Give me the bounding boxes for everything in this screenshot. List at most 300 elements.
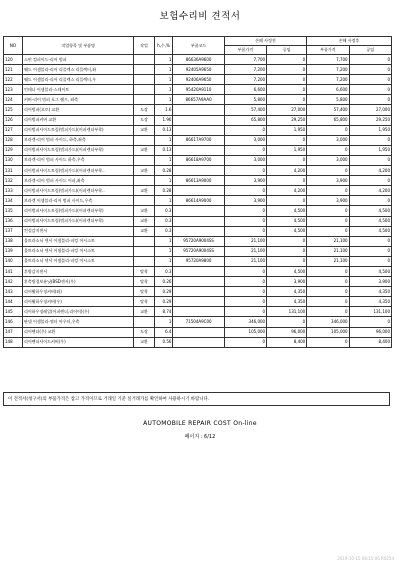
footer-brand: AUTOMOBILE REPAIR COST On-line — [143, 420, 257, 427]
row-no: 141 — [4, 266, 23, 276]
row-item-name: 리어휠하우징커버(우) — [22, 297, 133, 307]
row-before-part-price: 0 — [224, 266, 266, 276]
table-row — [4, 105, 392, 115]
row-after-part-price: 0 — [307, 145, 349, 155]
row-qty: 0.3 — [154, 226, 173, 236]
row-before-labor: 0 — [267, 317, 307, 327]
row-before-part-price: 3,900 — [224, 176, 266, 186]
row-part-code — [173, 216, 224, 226]
row-qty: 0.29 — [154, 297, 173, 307]
price-notice: 이 견적서(청구서)의 부품가격은 참고 가격이므로 거래일 기준 실거래가를 확인하여 사용하시기 바랍니다. — [3, 392, 390, 406]
row-before-labor: 0 — [267, 196, 307, 206]
row-after-part-price: 3,900 — [307, 176, 349, 186]
header-item-name: 작업항목 및 부품명 — [22, 37, 133, 55]
row-no: 138 — [4, 236, 23, 246]
header-after-assessment: 손해 사정후 — [307, 37, 392, 46]
table-row — [4, 206, 392, 216]
table-row — [4, 155, 392, 165]
row-part-code: 86617A9700 — [173, 135, 224, 145]
row-part-code: 95720A9004SS — [173, 246, 224, 256]
table-row — [4, 125, 392, 135]
row-before-part-price: 105,000 — [224, 327, 266, 337]
row-after-labor: 0 — [349, 176, 391, 186]
row-part-code — [173, 105, 224, 115]
row-part-code: 86613A9000 — [173, 176, 224, 186]
row-before-part-price: 346,000 — [224, 317, 266, 327]
row-after-part-price: 0 — [307, 287, 349, 297]
row-after-labor: 8,400 — [349, 337, 391, 347]
row-before-part-price: 0 — [224, 287, 266, 297]
row-after-labor: 0 — [349, 155, 391, 165]
row-work — [134, 95, 154, 105]
row-no: 139 — [4, 246, 23, 256]
row-work — [134, 135, 154, 145]
row-after-labor: 0 — [349, 75, 391, 85]
row-after-labor: 4,200 — [349, 186, 391, 196]
row-part-code: 92406A9650 — [173, 75, 224, 85]
row-after-labor: 27,000 — [349, 105, 391, 115]
estimate-table — [3, 36, 392, 348]
row-before-part-price: 6,600 — [224, 85, 266, 95]
table-row — [4, 266, 392, 276]
row-after-part-price: 7,200 — [307, 75, 349, 85]
row-no: 123 — [4, 85, 23, 95]
row-item-name: 리어펜더(우) 교환 — [22, 327, 133, 337]
row-qty: 0.28 — [154, 186, 173, 196]
row-after-part-price: 6,600 — [307, 85, 349, 95]
row-part-code: 86636A9600 — [173, 55, 224, 65]
row-no: 128 — [4, 135, 23, 145]
row-qty: 0.56 — [154, 337, 173, 347]
row-work: 도장 — [134, 105, 154, 115]
row-before-part-price: 0 — [224, 145, 266, 155]
page-indicator: 페이지 : 6/12 — [184, 434, 216, 440]
row-work — [134, 55, 154, 65]
row-before-labor: 4,200 — [267, 186, 307, 196]
row-after-labor: 4,500 — [349, 216, 391, 226]
row-before-labor: 0 — [267, 55, 307, 65]
row-part-code — [173, 226, 224, 236]
row-before-labor: 0 — [267, 95, 307, 105]
row-qty: 0.13 — [154, 125, 173, 135]
table-row — [4, 85, 392, 95]
row-before-labor: 0 — [267, 176, 307, 186]
row-after-labor: 0 — [349, 236, 391, 246]
row-before-part-price: 7,700 — [224, 55, 266, 65]
row-no: 127 — [4, 125, 23, 135]
row-no: 147 — [4, 327, 23, 337]
row-no: 133 — [4, 186, 23, 196]
row-before-labor: 1,950 — [267, 125, 307, 135]
table-row — [4, 287, 392, 297]
row-before-labor: 0 — [267, 65, 307, 75]
header-after-labor: 공임 — [349, 46, 391, 55]
row-before-labor: 3,900 — [267, 277, 307, 287]
row-after-part-price: 0 — [307, 297, 349, 307]
row-item-name: 언테나 어셈블리-스테이트 — [22, 85, 133, 95]
row-before-part-price: 0 — [224, 186, 266, 196]
row-before-part-price: 0 — [224, 277, 266, 287]
row-work — [134, 236, 154, 246]
row-part-code: 95420A9110 — [173, 85, 224, 95]
row-before-part-price: 0 — [224, 166, 266, 176]
row-before-labor: 0 — [267, 256, 307, 266]
row-qty: 1 — [154, 317, 173, 327]
row-item-name: 판넬 어셈블리-쿼터 아우터,우측 — [22, 317, 133, 327]
row-no: 137 — [4, 226, 23, 236]
row-qty: 1 — [154, 135, 173, 145]
row-no: 148 — [4, 337, 23, 347]
row-qty: 8.74 — [154, 307, 173, 317]
row-work — [134, 155, 154, 165]
table-row — [4, 216, 392, 226]
row-after-part-price: 21,100 — [307, 236, 349, 246]
row-before-labor: 0 — [267, 75, 307, 85]
table-row — [4, 95, 392, 105]
row-work: 교환 — [134, 307, 154, 317]
row-item-name: 리어범퍼(오토) 교환 — [22, 105, 133, 115]
row-item-name: 리어범퍼커버 교환 — [22, 115, 133, 125]
row-after-labor: 0 — [349, 95, 391, 105]
row-after-part-price: 0 — [307, 277, 349, 287]
row-work: 교환 — [134, 337, 154, 347]
row-after-part-price: 346,000 — [307, 317, 349, 327]
row-after-part-price: 0 — [307, 206, 349, 216]
row-after-labor: 0 — [349, 196, 391, 206]
row-qty: 0.3 — [154, 216, 173, 226]
row-before-part-price: 65,800 — [224, 115, 266, 125]
header-part-code: 부품코드 — [173, 37, 224, 55]
row-no: 145 — [4, 307, 23, 317]
table-row — [4, 55, 392, 65]
row-item-name: 리어하우징레일(어퍼렌더,리어어)(우) — [22, 307, 133, 317]
row-item-name: 브라켓-리어 범퍼 사이드, 하측,좌측 — [22, 135, 133, 145]
row-qty: 1 — [154, 155, 173, 165]
table-row — [4, 277, 392, 287]
row-item-name: 울트라소닉 센서 어셈블리-파킹 어시스트 — [22, 246, 133, 256]
header-before-part-price: 부품가격 — [224, 46, 266, 55]
row-no: 122 — [4, 75, 23, 85]
table-row — [4, 327, 392, 337]
row-after-labor: 0 — [349, 135, 391, 145]
row-after-labor: 0 — [349, 85, 391, 95]
row-qty: 1 — [154, 75, 173, 85]
table-row — [4, 317, 392, 327]
table-row — [4, 176, 392, 186]
row-no: 134 — [4, 196, 23, 206]
row-part-code: 86618A9700 — [173, 155, 224, 165]
row-item-name: 컨설감지센서 — [22, 226, 133, 236]
row-part-code — [173, 287, 224, 297]
row-item-name: 리어범퍼사이드트림(범퍼가드)(어퍼렌더부착) — [22, 216, 133, 226]
row-no: 140 — [4, 256, 23, 266]
row-part-code — [173, 297, 224, 307]
row-no: 124 — [4, 95, 23, 105]
row-item-name: 울트라소닉 센서 어셈블리-파킹 어시스트 — [22, 236, 133, 246]
row-before-part-price: 0 — [224, 125, 266, 135]
row-after-labor: 1,950 — [349, 145, 391, 155]
row-before-labor: 4,350 — [267, 297, 307, 307]
row-qty: 1.96 — [154, 115, 173, 125]
row-part-code — [173, 307, 224, 317]
row-part-code: 86614A9000 — [173, 196, 224, 206]
row-qty: 1 — [154, 246, 173, 256]
row-before-part-price: 0 — [224, 307, 266, 317]
row-after-labor: 4,350 — [349, 287, 391, 297]
row-item-name: 리어범퍼사이드트림(범퍼가드)(어퍼렌더부착.. — [22, 186, 133, 196]
row-after-part-price: 57,400 — [307, 105, 349, 115]
row-no: 135 — [4, 206, 23, 216]
row-item-name: 리어범퍼사이드트림(범퍼가드)(어퍼렌더부착) — [22, 206, 133, 216]
row-after-part-price: 65,800 — [307, 115, 349, 125]
row-before-labor: 27,000 — [267, 105, 307, 115]
row-before-part-price: 21,100 — [224, 256, 266, 266]
row-no: 131 — [4, 166, 23, 176]
row-no: 130 — [4, 155, 23, 165]
row-after-part-price: 7,200 — [307, 65, 349, 75]
row-before-labor: 0 — [267, 155, 307, 165]
row-qty: 1 — [154, 65, 173, 75]
row-qty: 6.4 — [154, 327, 173, 337]
header-after-part-price: 부품가격 — [307, 46, 349, 55]
row-item-name: 후방감지센서 — [22, 266, 133, 276]
row-work — [134, 256, 154, 266]
row-after-part-price: 0 — [307, 226, 349, 236]
row-work: 도장 — [134, 115, 154, 125]
table-row — [4, 307, 392, 317]
table-row — [4, 145, 392, 155]
row-work: 교환 — [134, 125, 154, 135]
row-before-part-price: 0 — [224, 206, 266, 216]
row-qty: 1 — [154, 176, 173, 186]
row-work — [134, 65, 154, 75]
row-work: 탈착 — [134, 297, 154, 307]
row-before-labor: 29,250 — [267, 115, 307, 125]
row-before-part-price: 5,800 — [224, 95, 266, 105]
row-before-part-price: 0 — [224, 297, 266, 307]
row-before-part-price: 3,000 — [224, 135, 266, 145]
document-title: 보험수리비 견적서 — [159, 11, 241, 22]
row-work — [134, 75, 154, 85]
row-item-name: 브라켓-리어 범퍼 사이드 어퍼,좌측 — [22, 176, 133, 186]
header-before-labor: 공임 — [267, 46, 307, 55]
row-after-part-price: 0 — [307, 166, 349, 176]
row-before-part-price: 57,400 — [224, 105, 266, 115]
row-before-part-price: 0 — [224, 337, 266, 347]
table-row — [4, 186, 392, 196]
row-work: 도장 — [134, 327, 154, 337]
row-qty: 0.29 — [154, 287, 173, 297]
row-before-labor: 0 — [267, 85, 307, 95]
row-item-name: 스펀 컴퍼이드-리어 범퍼 — [22, 55, 133, 65]
row-no: 120 — [4, 55, 23, 65]
row-before-labor: 4,350 — [267, 287, 307, 297]
row-after-part-price: 7,700 — [307, 55, 349, 65]
row-part-code — [173, 115, 224, 125]
row-no: 136 — [4, 216, 23, 226]
row-before-labor: 4,500 — [267, 226, 307, 236]
header-work: 작업 — [134, 37, 154, 55]
row-part-code: 95720A9004SS — [173, 236, 224, 246]
row-part-code: 86657A9AA0 — [173, 95, 224, 105]
row-item-name: 웨드 어셈블리-리어 리플렉스 리플렉터,좌 — [22, 65, 133, 75]
row-no: 146 — [4, 317, 23, 327]
row-after-labor: 4,500 — [349, 206, 391, 216]
row-before-labor: 4,500 — [267, 266, 307, 276]
print-timestamp: 2019-10-15 08:15:06 R0254 — [337, 556, 394, 561]
header-qty: h,수,% — [154, 37, 173, 55]
row-before-labor: 4,500 — [267, 206, 307, 216]
row-before-part-price: 7,200 — [224, 65, 266, 75]
table-row — [4, 135, 392, 145]
row-before-labor: 131,100 — [267, 307, 307, 317]
row-part-code — [173, 337, 224, 347]
row-work: 교환 — [134, 216, 154, 226]
table-row — [4, 236, 392, 246]
row-after-labor: 4,500 — [349, 266, 391, 276]
row-after-labor: 0 — [349, 246, 391, 256]
row-after-labor: 1,950 — [349, 125, 391, 135]
row-before-part-price: 21,100 — [224, 246, 266, 256]
row-before-labor: 0 — [267, 135, 307, 145]
row-before-labor: 0 — [267, 246, 307, 256]
row-before-part-price: 3,000 — [224, 155, 266, 165]
row-after-labor: 0 — [349, 55, 391, 65]
table-row — [4, 115, 392, 125]
row-no: 144 — [4, 297, 23, 307]
row-item-name: 후측방경보유닛(BSD센서(우) — [22, 277, 133, 287]
row-part-code — [173, 186, 224, 196]
row-part-code: 95720A9800 — [173, 256, 224, 266]
row-after-labor: 0 — [349, 317, 391, 327]
table-row — [4, 65, 392, 75]
row-item-name: 리어휠하우징커버(좌) — [22, 287, 133, 297]
row-part-code — [173, 206, 224, 216]
row-work — [134, 196, 154, 206]
row-after-part-price: 3,900 — [307, 196, 349, 206]
row-work: 교환 — [134, 186, 154, 196]
row-item-name: 울트라소닉 센서 어셈블리-파킹 어시스트 — [22, 256, 133, 266]
row-no: 132 — [4, 176, 23, 186]
row-after-part-price: 0 — [307, 307, 349, 317]
row-item-name: 브라켓-리어 범퍼 사이드 하측,우측 — [22, 155, 133, 165]
row-part-code — [173, 277, 224, 287]
row-after-labor: 3,900 — [349, 277, 391, 287]
row-before-labor: 8,400 — [267, 337, 307, 347]
row-item-name: 리어범퍼사이드트림(범퍼가드)(어퍼렌더부착) — [22, 145, 133, 155]
row-qty: 1 — [154, 196, 173, 206]
row-qty: 1 — [154, 236, 173, 246]
row-qty: 1 — [154, 95, 173, 105]
row-before-part-price: 0 — [224, 226, 266, 236]
table-row — [4, 226, 392, 236]
row-no: 126 — [4, 115, 23, 125]
row-after-part-price: 21,100 — [307, 256, 349, 266]
header-before-assessment: 손해 사정전 — [224, 37, 306, 46]
row-qty: 1.6 — [154, 105, 173, 115]
row-before-part-price: 21,100 — [224, 236, 266, 246]
row-qty: 0.26 — [154, 277, 173, 287]
row-work — [134, 246, 154, 256]
row-item-name: 리어범퍼사이드트림(범퍼가드)(어퍼렌더부착) — [22, 125, 133, 135]
row-item-name: 리어범퍼사이드트림(범퍼가드)(어퍼렌더부착.. — [22, 166, 133, 176]
row-qty: 0.28 — [154, 166, 173, 176]
row-item-name: 커버-리어 범퍼 포그 램프, 좌측 — [22, 95, 133, 105]
row-after-labor: 96,000 — [349, 327, 391, 337]
row-part-code — [173, 327, 224, 337]
row-no: 143 — [4, 287, 23, 297]
table-row — [4, 256, 392, 266]
row-qty: 1 — [154, 55, 173, 65]
row-work: 탈착 — [134, 266, 154, 276]
row-item-name: 리어펜더사이드커버(우) — [22, 337, 133, 347]
row-after-part-price: 0 — [307, 337, 349, 347]
row-before-part-price: 0 — [224, 216, 266, 226]
row-work — [134, 317, 154, 327]
row-qty: 0.3 — [154, 266, 173, 276]
row-after-labor: 0 — [349, 65, 391, 75]
row-qty: 1 — [154, 85, 173, 95]
row-item-name: 웨드 어셈블리-리어 리플렉스 리플렉터,우 — [22, 75, 133, 85]
row-after-part-price: 3,000 — [307, 135, 349, 145]
row-after-labor: 0 — [349, 256, 391, 266]
row-after-part-price: 0 — [307, 266, 349, 276]
row-work: 탈착 — [134, 277, 154, 287]
row-part-code: 71504A9C00 — [173, 317, 224, 327]
row-work: 탈착 — [134, 287, 154, 297]
row-work — [134, 85, 154, 95]
table-row — [4, 75, 392, 85]
row-work: 교환 — [134, 145, 154, 155]
row-part-code — [173, 266, 224, 276]
row-work: 교환 — [134, 226, 154, 236]
row-work: 교환 — [134, 206, 154, 216]
row-no: 129 — [4, 145, 23, 155]
row-no: 121 — [4, 65, 23, 75]
row-after-labor: 29,250 — [349, 115, 391, 125]
row-before-labor: 0 — [267, 236, 307, 246]
row-before-part-price: 7,200 — [224, 75, 266, 85]
row-after-part-price: 5,800 — [307, 95, 349, 105]
table-row — [4, 246, 392, 256]
row-before-labor: 96,000 — [267, 327, 307, 337]
table-row — [4, 196, 392, 206]
row-after-part-price: 21,100 — [307, 246, 349, 256]
row-work — [134, 176, 154, 186]
row-after-labor: 4,350 — [349, 297, 391, 307]
table-row — [4, 166, 392, 176]
row-after-part-price: 3,000 — [307, 155, 349, 165]
table-row — [4, 297, 392, 307]
row-after-part-price: 105,000 — [307, 327, 349, 337]
row-part-code: 92405A9650 — [173, 65, 224, 75]
row-part-code — [173, 166, 224, 176]
row-before-labor: 4,500 — [267, 216, 307, 226]
table-row — [4, 337, 392, 347]
row-after-part-price: 0 — [307, 125, 349, 135]
row-before-part-price: 3,900 — [224, 196, 266, 206]
row-part-code — [173, 125, 224, 135]
row-no: 142 — [4, 277, 23, 287]
row-part-code — [173, 145, 224, 155]
row-after-part-price: 0 — [307, 216, 349, 226]
header-no: NO — [4, 37, 23, 55]
row-qty: 0.3 — [154, 206, 173, 216]
row-item-name: 브라켓 어셈블리-리어 범퍼 사이드,우측 — [22, 196, 133, 206]
row-no: 125 — [4, 105, 23, 115]
row-qty: 0.13 — [154, 145, 173, 155]
row-after-part-price: 0 — [307, 186, 349, 196]
